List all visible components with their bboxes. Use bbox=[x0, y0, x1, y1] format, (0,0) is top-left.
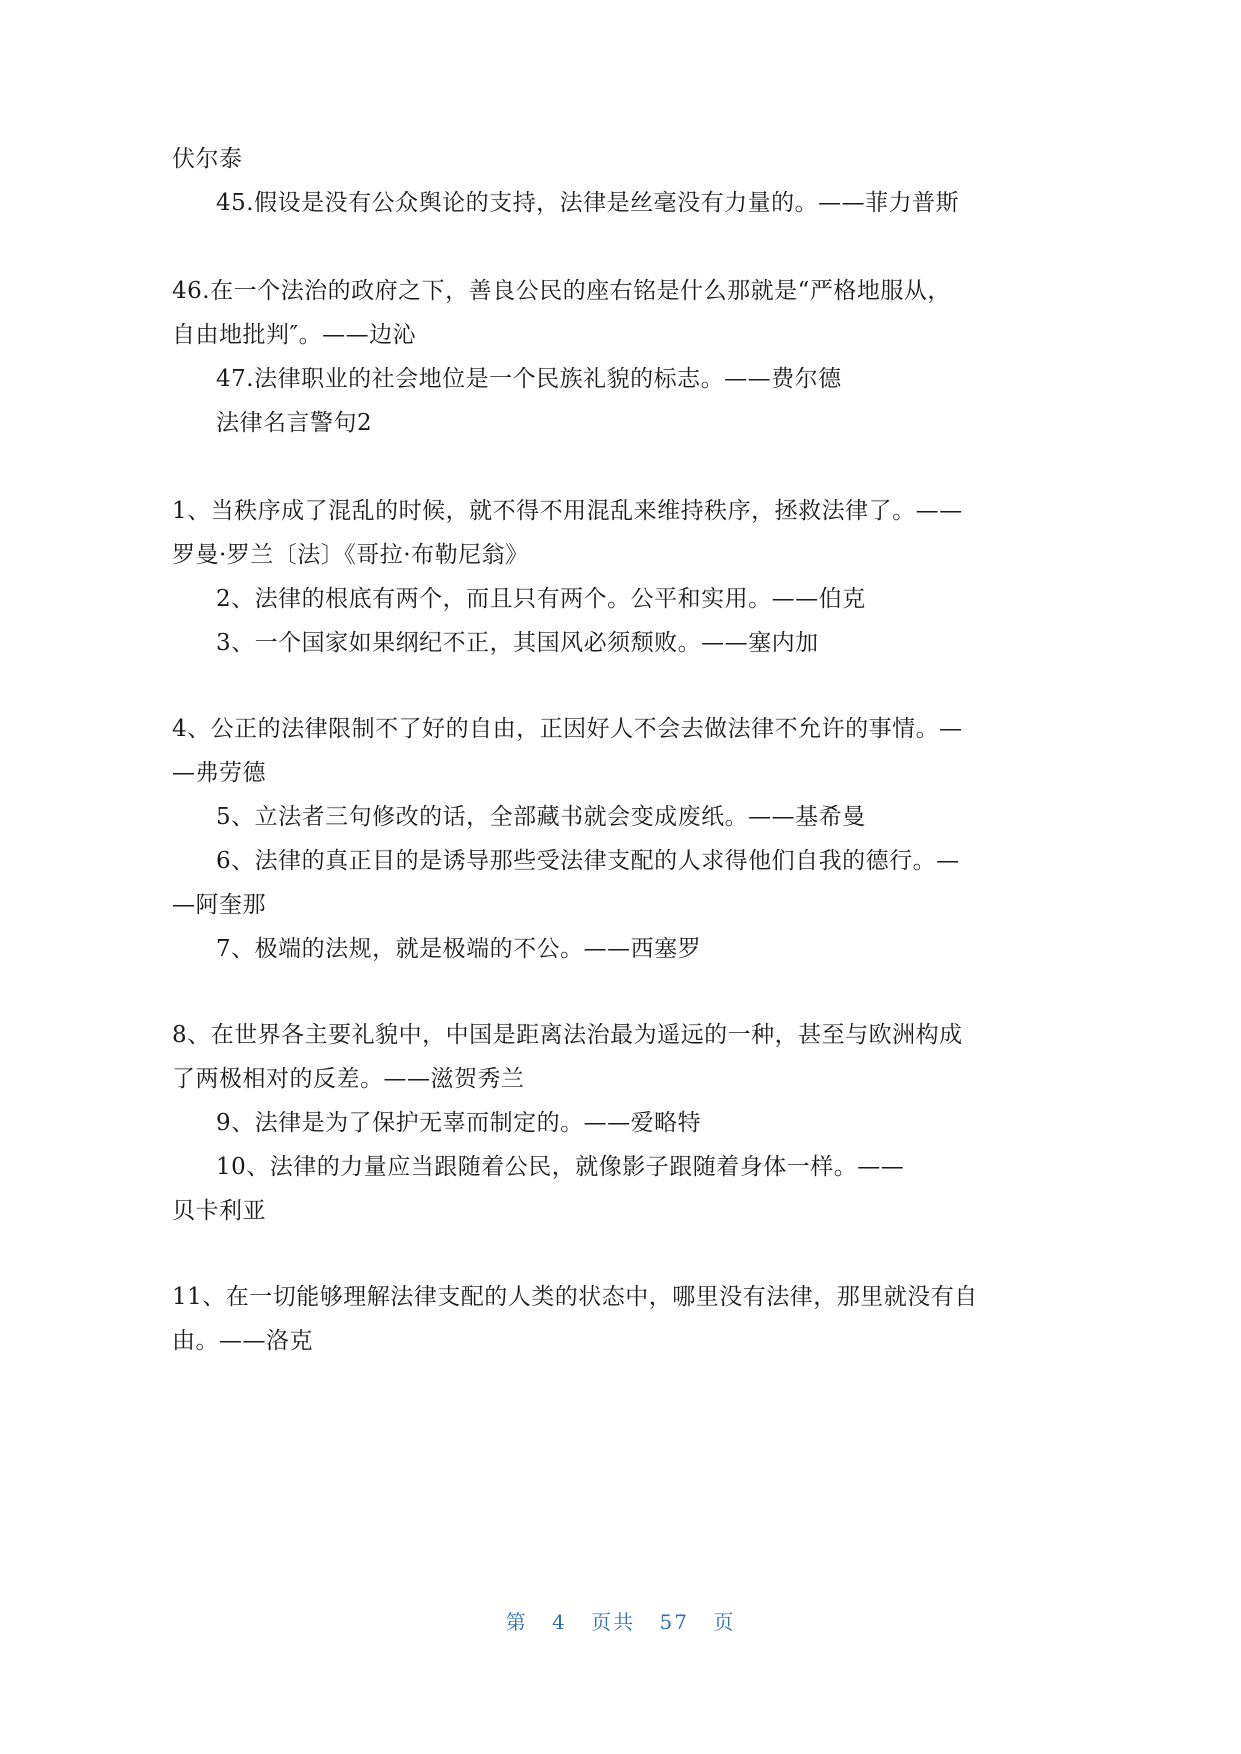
text-line-21: 贝卡利亚 bbox=[172, 1198, 266, 1224]
text-line-17: 8、在世界各主要礼貌中，中国是距离法治最为遥远的一种，甚至与欧洲构成 bbox=[172, 1022, 963, 1048]
text-line-1: 伏尔泰 bbox=[172, 146, 243, 172]
footer-middle: 页共 bbox=[591, 1610, 636, 1634]
footer-prefix: 第 bbox=[505, 1610, 528, 1634]
page-footer bbox=[0, 1606, 1241, 1635]
current-page-number: 4 bbox=[552, 1610, 567, 1634]
text-line-20: 10、法律的力量应当跟随着公民，就像影子跟随着身体一样。—— bbox=[216, 1154, 905, 1180]
text-line-11: 4、公正的法律限制不了好的自由，正因好人不会去做法律不允许的事情。— bbox=[172, 716, 963, 742]
text-line-2: 45.假设是没有公众舆论的支持，法律是丝毫没有力量的。——菲力普斯 bbox=[216, 190, 960, 216]
text-line-7: 1、当秩序成了混乱的时候，就不得不用混乱来维持秩序，拯救法律了。—— bbox=[172, 498, 963, 524]
text-line-12: —弗劳德 bbox=[172, 760, 266, 786]
text-line-8: 罗曼·罗兰〔法〕《哥拉·布勒尼翁》 bbox=[172, 542, 529, 568]
text-line-4: 自由地批判″。——边沁 bbox=[172, 322, 417, 348]
text-line-18: 了两极相对的反差。——滋贺秀兰 bbox=[172, 1066, 525, 1092]
footer-suffix: 页 bbox=[713, 1610, 736, 1634]
text-line-16: 7、极端的法规，就是极端的不公。——西塞罗 bbox=[216, 936, 702, 962]
text-line-9: 2、法律的根底有两个，而且只有两个。公平和实用。——伯克 bbox=[216, 586, 866, 612]
text-line-10: 3、一个国家如果纲纪不正，其国风必须颓败。——塞内加 bbox=[216, 630, 819, 656]
text-line-15: —阿奎那 bbox=[172, 892, 266, 918]
text-line-23: 由。——洛克 bbox=[172, 1328, 313, 1354]
text-line-14: 6、法律的真正目的是诱导那些受法律支配的人求得他们自我的德行。— bbox=[216, 848, 960, 874]
text-line-3: 46.在一个法治的政府之下，善良公民的座右铭是什么那就是“严格地服从， bbox=[172, 278, 951, 304]
text-line-22: 11、在一切能够理解法律支配的人类的状态中，哪里没有法律，那里就没有自 bbox=[172, 1284, 978, 1310]
text-line-19: 9、法律是为了保护无辜而制定的。——爱略特 bbox=[216, 1110, 702, 1136]
section-heading: 法律名言警句2 bbox=[216, 410, 373, 436]
text-line-5: 47.法律职业的社会地位是一个民族礼貌的标志。——费尔德 bbox=[216, 366, 842, 392]
text-line-13: 5、立法者三句修改的话，全部藏书就会变成废纸。——基希曼 bbox=[216, 804, 866, 830]
total-page-count: 57 bbox=[659, 1610, 689, 1634]
